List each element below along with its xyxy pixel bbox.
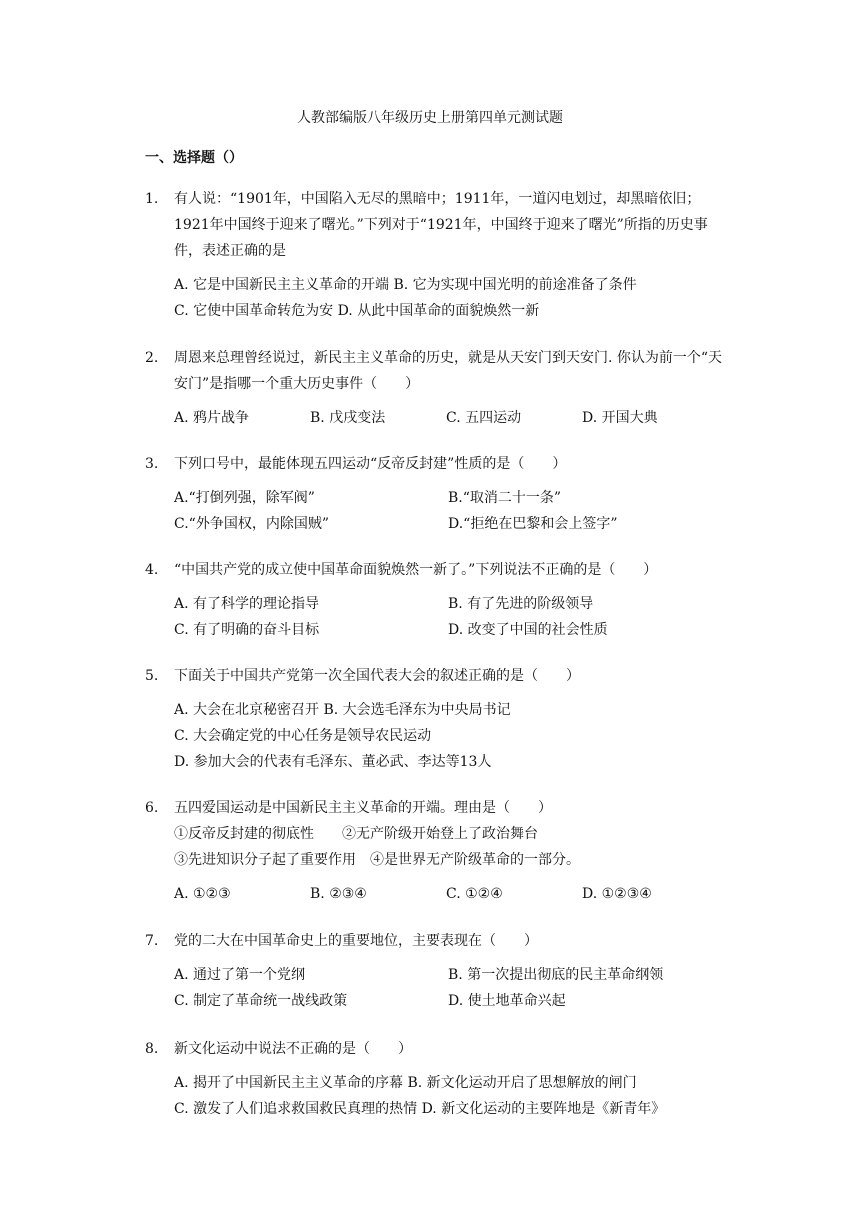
question-options bbox=[174, 485, 725, 537]
option-d: D. ①②③④ bbox=[582, 886, 652, 902]
question-5 bbox=[145, 663, 725, 775]
option-a: A. ①②③ bbox=[174, 886, 231, 902]
question-stem bbox=[174, 795, 725, 873]
question-stem: “中国共产党的成立使中国革命面貌焕然一新了。”下列说法不正确的是（ ） bbox=[174, 562, 658, 578]
question-options bbox=[174, 405, 725, 431]
option-line: C. 激发了人们追求救国救民真理的热情 D. 新文化运动的主要阵地是《新青年》 bbox=[174, 1101, 666, 1117]
option-c: C.“外争国权，内除国贼” bbox=[174, 516, 329, 532]
option-c: C. ①②④ bbox=[446, 886, 503, 902]
question-1 bbox=[145, 186, 725, 324]
option-a: A. 有了科学的理论指导 bbox=[174, 596, 320, 612]
option-b: B. 有了先进的阶级领导 bbox=[448, 596, 594, 612]
question-number: 2. bbox=[145, 350, 159, 366]
option-d: D. 改变了中国的社会性质 bbox=[448, 622, 608, 638]
option-b: B. ②③④ bbox=[310, 886, 367, 902]
question-number: 7. bbox=[145, 933, 159, 949]
question-stem: 新文化运动中说法不正确的是（ ） bbox=[174, 1041, 412, 1057]
option-line: A. 揭开了中国新民主主义革命的序幕 B. 新文化运动开启了思想解放的闸门 bbox=[174, 1075, 637, 1091]
option-c: C. 有了明确的奋斗目标 bbox=[174, 622, 320, 638]
option-line: A. 大会在北京秘密召开 B. 大会选毛泽东为中央局书记 bbox=[174, 702, 511, 718]
page-title: 人教部编版八年级历史上册第四单元测试题 bbox=[297, 110, 563, 126]
question-options bbox=[174, 272, 725, 324]
question-options bbox=[174, 591, 725, 643]
option-b: B. 第一次提出彻底的民主革命纲领 bbox=[448, 967, 664, 983]
option-b: B.“取消二十一条” bbox=[448, 490, 562, 506]
question-stem: 下面关于中国共产党第一次全国代表大会的叙述正确的是（ ） bbox=[174, 668, 580, 684]
question-stem: 下列口号中，最能体现五四运动“反帝反封建”性质的是（ ） bbox=[174, 456, 567, 472]
question-number: 8. bbox=[145, 1041, 159, 1057]
option-d: D. 开国大典 bbox=[582, 410, 658, 426]
option-c: C. 五四运动 bbox=[446, 410, 522, 426]
question-number: 4. bbox=[145, 562, 159, 578]
option-d: D.“拒绝在巴黎和会上签字” bbox=[448, 516, 618, 532]
question-3 bbox=[145, 451, 725, 537]
section-heading: 一、选择题（） bbox=[145, 150, 243, 166]
question-stem: 党的二大在中国革命史上的重要地位，主要表现在（ ） bbox=[174, 933, 538, 949]
question-6 bbox=[145, 795, 725, 907]
option-line: A. 它是中国新民主主义革命的开端 B. 它为实现中国光明的前途准备了条件 bbox=[174, 277, 637, 293]
question-7 bbox=[145, 928, 725, 1014]
question-number: 3. bbox=[145, 456, 159, 472]
option-line: C. 大会确定党的中心任务是领导农民运动 bbox=[174, 728, 432, 744]
option-b: B. 戊戌变法 bbox=[310, 410, 386, 426]
option-a: A.“打倒列强，除军阀” bbox=[174, 490, 315, 506]
question-2 bbox=[145, 345, 725, 431]
option-line: C. 它使中国革命转危为安 D. 从此中国革命的面貌焕然一新 bbox=[174, 303, 540, 319]
option-c: C. 制定了革命统一战线政策 bbox=[174, 993, 348, 1009]
stem-line: ①反帝反封建的彻底性 ②无产阶级开始登上了政治舞台 bbox=[174, 826, 538, 842]
stem-line: 五四爱国运动是中国新民主主义革命的开端。理由是（ ） bbox=[174, 800, 552, 816]
question-options bbox=[174, 962, 725, 1014]
stem-line: ③先进知识分子起了重要作用 ④是世界无产阶级革命的一部分。 bbox=[174, 852, 580, 868]
option-line: D. 参加大会的代表有毛泽东、董必武、李达等13人 bbox=[174, 754, 492, 770]
question-options bbox=[174, 1070, 725, 1122]
question-8 bbox=[145, 1036, 725, 1122]
question-4 bbox=[145, 557, 725, 643]
question-number: 5. bbox=[145, 668, 159, 684]
question-stem: 有人说：“1901年，中国陷入无尽的黑暗中；1911年，一道闪电划过，却黑暗依旧；1921年中国终于迎来了曙光。”下列对于“1921年，中国终于迎来了曙光”所指的历史事件，表述正确的是 bbox=[174, 191, 708, 259]
option-a: A. 通过了第一个党纲 bbox=[174, 967, 306, 983]
question-options bbox=[174, 881, 725, 907]
question-options bbox=[174, 697, 725, 775]
question-number: 6. bbox=[145, 800, 159, 816]
question-stem: 周恩来总理曾经说过，新民主主义革命的历史，就是从天安门到天安门. 你认为前一个“天安门”是指哪一个重大历史事件（ ） bbox=[174, 350, 723, 392]
option-d: D. 使土地革命兴起 bbox=[448, 993, 566, 1009]
question-number: 1. bbox=[145, 191, 159, 207]
option-a: A. 鸦片战争 bbox=[174, 410, 250, 426]
